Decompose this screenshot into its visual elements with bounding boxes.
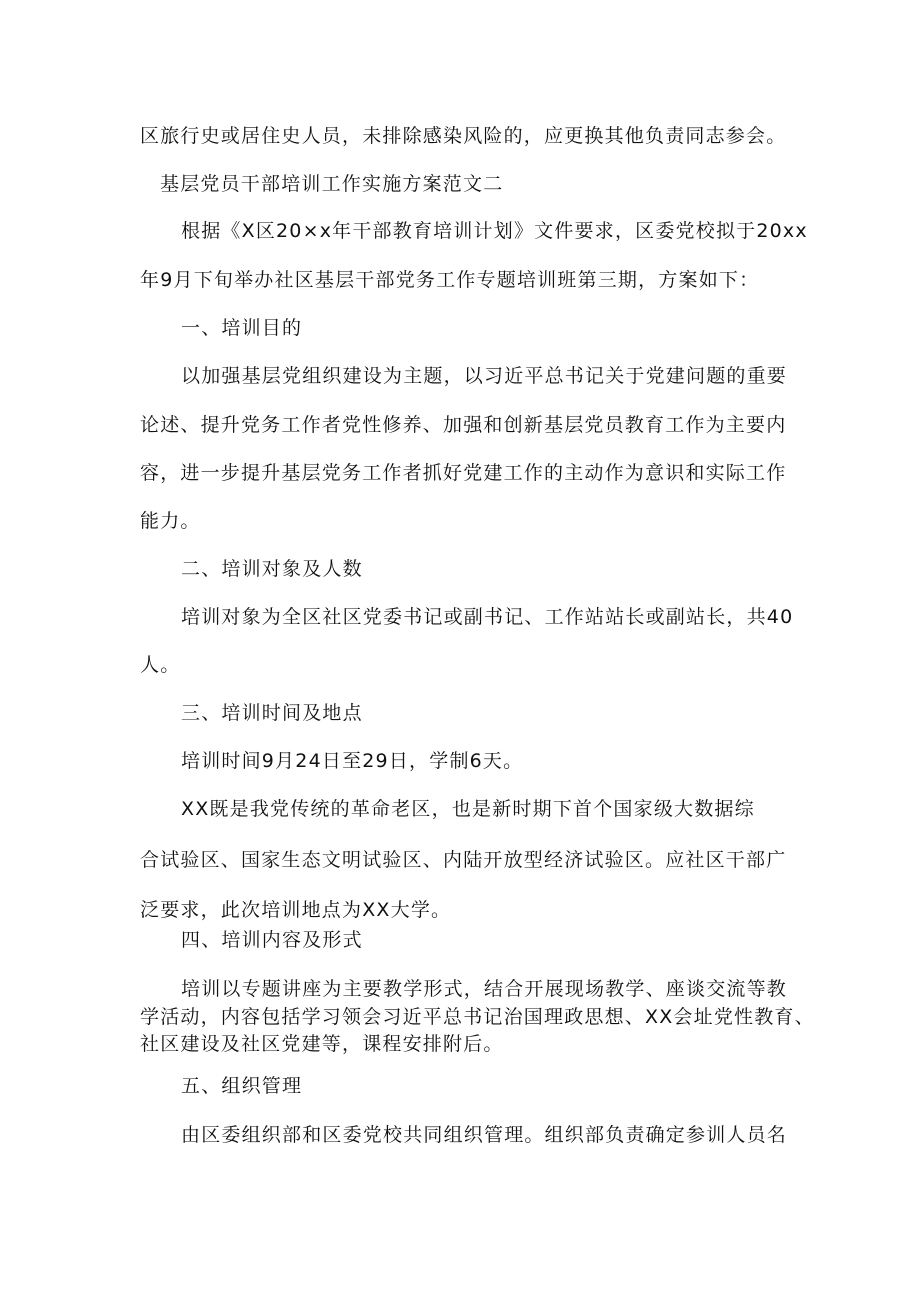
section-heading: 二、培训对象及人数 [181, 558, 363, 580]
paragraph-line: 学活动，内容包括学习领会习近平总书记治国理政思想、XX会址党性教育、 [140, 1006, 815, 1028]
paragraph-line: 容，进一步提升基层党务工作者抓好党建工作的主动作为意识和实际工作 [140, 462, 787, 484]
paragraph-line: 培训对象为全区社区党委书记或副书记、工作站站长或副站长，共40 [181, 606, 794, 628]
paragraph-line: 能力。 [140, 510, 201, 532]
paragraph-line: 论述、提升党务工作者党性修养、加强和创新基层党员教育工作为主要内 [140, 414, 787, 436]
paragraph-line: 人。 [140, 654, 181, 676]
section-heading: 五、组织管理 [181, 1075, 303, 1097]
paragraph-line: 根据《X区20×x年干部教育培训计划》文件要求，区委党校拟于20xx [181, 220, 808, 242]
paragraph-line: 社区建设及社区党建等，课程安排附后。 [140, 1033, 504, 1055]
paragraph-line: 区旅行史或居住史人员，未排除感染风险的，应更换其他负责同志参会。 [140, 125, 787, 147]
paragraph-line: XX既是我党传统的革命老区，也是新时期下首个国家级大数据综 [181, 798, 755, 820]
paragraph-line: 由区委组织部和区委党校共同组织管理。组织部负责确定参训人员名 [181, 1124, 788, 1146]
section-title: 基层党员干部培训工作实施方案范文二 [160, 173, 504, 195]
section-heading: 一、培训目的 [181, 317, 303, 339]
paragraph-line: 以加强基层党组织建设为主题，以习近平总书记关于党建问题的重要 [181, 365, 788, 387]
section-heading: 四、培训内容及形式 [181, 929, 363, 951]
section-heading: 三、培训时间及地点 [181, 702, 363, 724]
paragraph-line: 年9月下旬举办社区基层干部党务工作专题培训班第三期，方案如下： [140, 269, 760, 291]
paragraph-line: 培训时间9月24日至29日，学制6天。 [181, 750, 524, 772]
paragraph-line: 合试验区、国家生态文明试验区、内陆开放型经济试验区。应社区干部广 [140, 849, 787, 871]
paragraph-line: 培训以专题讲座为主要教学形式，结合开展现场教学、座谈交流等教 [181, 978, 788, 1000]
paragraph-line: 泛要求，此次培训地点为XX大学。 [140, 899, 452, 921]
